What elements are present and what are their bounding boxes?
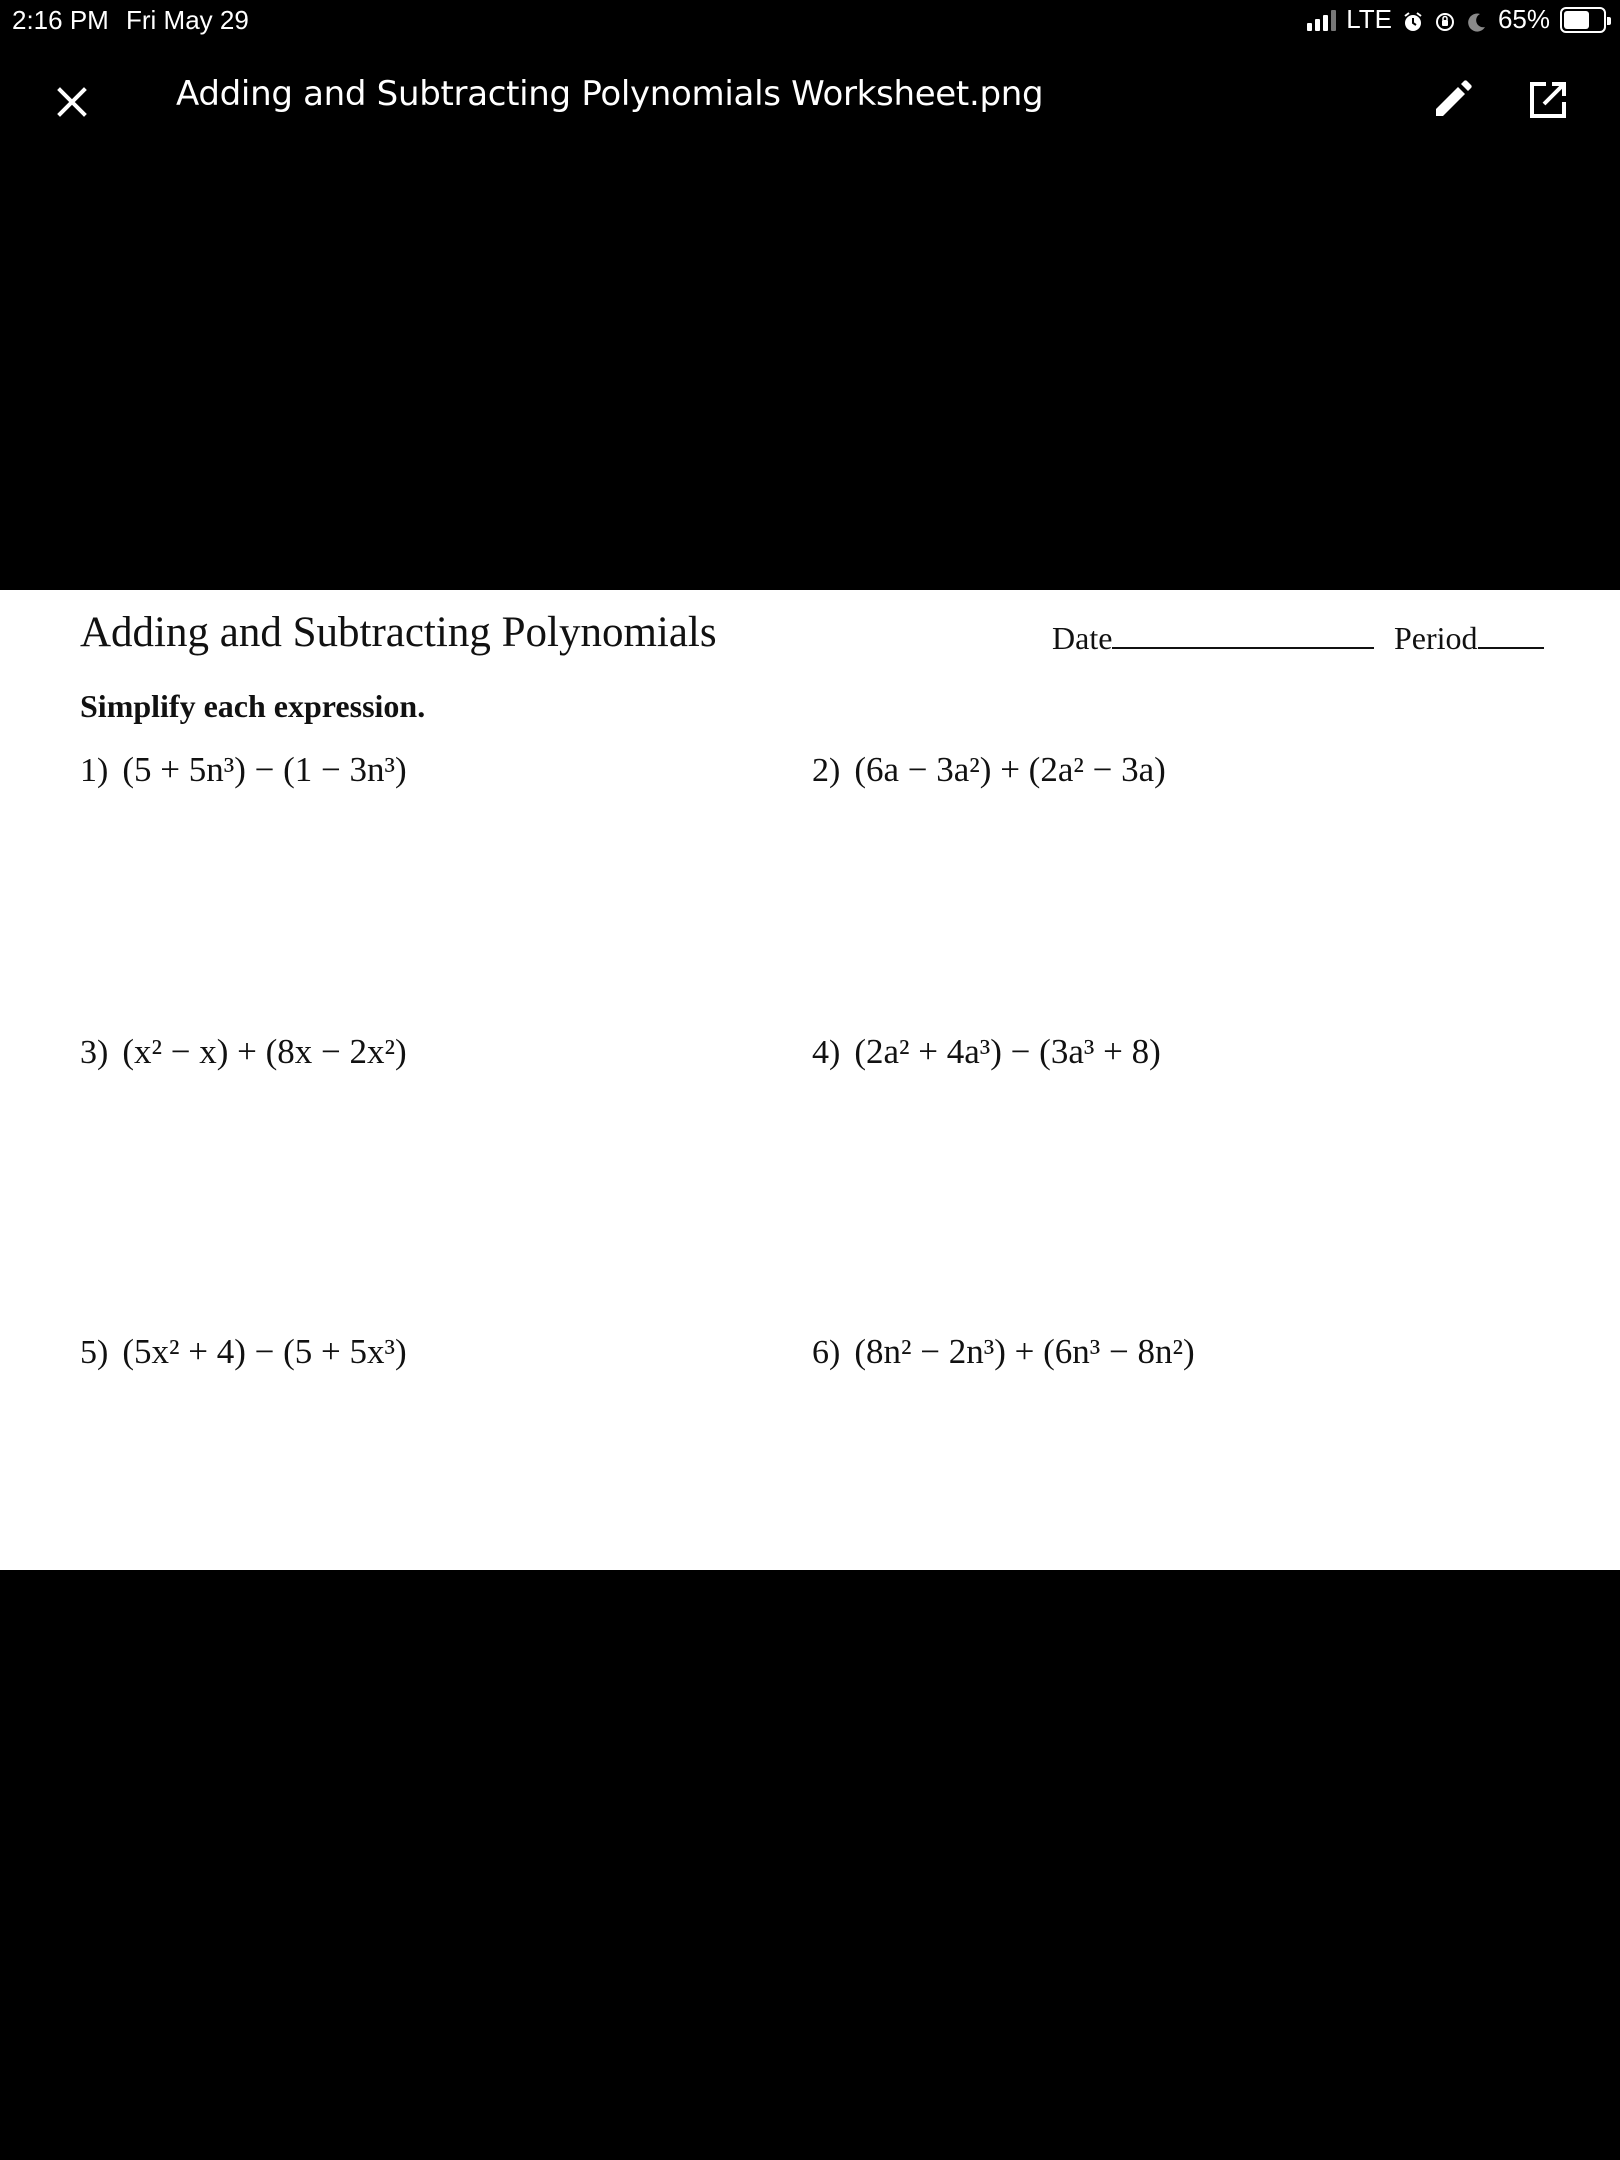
moon-icon xyxy=(1466,9,1488,31)
problem-expression: (5 + 5n³) − (1 − 3n³) xyxy=(122,750,407,789)
problem-3 xyxy=(80,1032,407,1072)
period-field xyxy=(1394,620,1544,657)
date-blank-line xyxy=(1112,621,1374,649)
period-label: Period xyxy=(1394,620,1478,656)
close-button[interactable] xyxy=(44,74,100,130)
network-type: LTE xyxy=(1346,4,1392,34)
problem-number: 6) xyxy=(812,1334,841,1371)
problem-expression: (8n² − 2n³) + (6n³ − 8n²) xyxy=(854,1332,1195,1371)
problem-1 xyxy=(80,750,407,790)
problem-number: 3) xyxy=(80,1034,109,1071)
period-blank-line xyxy=(1478,621,1544,649)
problem-4 xyxy=(812,1032,1161,1072)
problem-expression: (x² − x) + (8x − 2x²) xyxy=(122,1032,407,1071)
problem-6 xyxy=(812,1332,1195,1372)
worksheet-title: Adding and Subtracting Polynomials xyxy=(80,609,717,656)
status-bar xyxy=(0,0,1620,40)
battery-level-fill xyxy=(1564,11,1589,29)
battery-icon xyxy=(1560,7,1606,33)
problem-expression: (2a² + 4a³) − (3a³ + 8) xyxy=(854,1032,1161,1071)
problem-number: 2) xyxy=(812,752,841,789)
status-date: Fri May 29 xyxy=(126,5,249,35)
problem-number: 4) xyxy=(812,1034,841,1071)
orientation-lock-icon xyxy=(1434,9,1456,31)
battery-percent: 65% xyxy=(1497,4,1550,34)
problem-expression: (5x² + 4) − (5 + 5x³) xyxy=(122,1332,407,1371)
viewer-toolbar xyxy=(0,40,1620,152)
pencil-icon xyxy=(1424,72,1480,128)
worksheet-instructions: Simplify each expression. xyxy=(80,688,426,724)
date-label: Date xyxy=(1052,620,1113,656)
date-field xyxy=(1052,620,1374,657)
cellular-signal-icon xyxy=(1307,9,1336,31)
problem-5 xyxy=(80,1332,407,1372)
open-external-icon xyxy=(1520,72,1576,128)
problem-expression: (6a − 3a²) + (2a² − 3a) xyxy=(854,750,1166,789)
problem-number: 5) xyxy=(80,1334,109,1371)
problem-number: 1) xyxy=(80,752,109,789)
status-indicators xyxy=(1307,4,1606,35)
status-time: 2:16 PM xyxy=(12,5,109,35)
open-external-button[interactable] xyxy=(1520,72,1576,128)
edit-button[interactable] xyxy=(1424,72,1480,128)
alarm-icon xyxy=(1402,9,1424,31)
file-title: Adding and Subtracting Polynomials Worksheet.png xyxy=(176,74,1044,114)
problem-2 xyxy=(812,750,1166,790)
worksheet-image xyxy=(0,590,1620,1570)
close-icon xyxy=(44,74,100,130)
